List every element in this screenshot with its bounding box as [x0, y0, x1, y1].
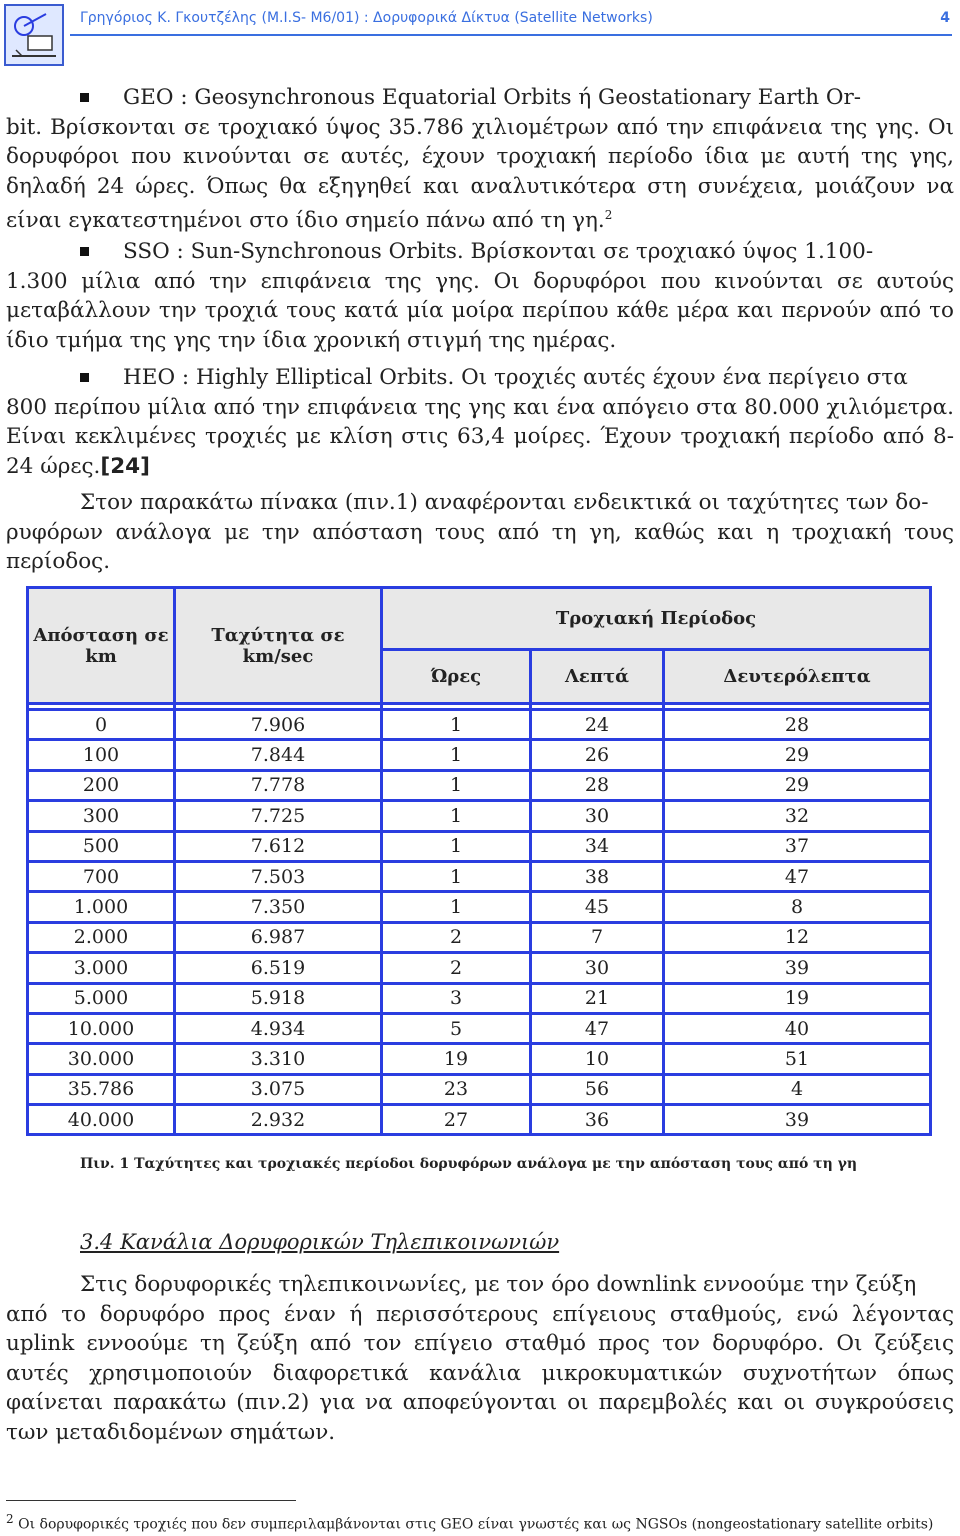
table-cell: 5.918	[175, 983, 382, 1013]
table-cell: 26	[531, 740, 664, 770]
satellite-logo-icon	[4, 4, 64, 66]
table-cell: 500	[28, 831, 175, 861]
table-row	[28, 1044, 931, 1074]
header-divider	[70, 34, 952, 36]
table-cell: 3.075	[175, 1074, 382, 1104]
table-row	[28, 1074, 931, 1104]
bullet-square-icon	[80, 247, 89, 256]
table-row	[28, 770, 931, 800]
table-cell: 34	[531, 831, 664, 861]
table-cell: 7.612	[175, 831, 382, 861]
sso-lead: SSO : Sun-Synchronous Orbits. Βρίσκονται σε τροχιακό ύψος 1.100-	[123, 239, 874, 264]
table-cell: 4.934	[175, 1013, 382, 1043]
table-cell: 2.000	[28, 922, 175, 952]
table-cell: 39	[664, 1105, 931, 1135]
footnote-text: Οι δορυφορικές τροχιές που δεν συμπεριλαμβάνονται στις GEO είναι γνωστές και ως NGSOs (nongeostationary satellite orbits)	[18, 1516, 934, 1533]
table-cell: 3	[382, 983, 531, 1013]
heo-lead: HEO : Highly Elliptical Orbits. Οι τροχιές αυτές έχουν ένα περίγειο στα	[123, 365, 908, 390]
table-cell: 30.000	[28, 1044, 175, 1074]
table-cell: 56	[531, 1074, 664, 1104]
table-cell: 29	[664, 770, 931, 800]
table-cell: 300	[28, 801, 175, 831]
table-cell: 200	[28, 770, 175, 800]
table-cell: 3.310	[175, 1044, 382, 1074]
header-title: Γρηγόριος Κ. Γκουτζέλης (Μ.Ι.S- Μ6/01) : Δορυφορικά Δίκτυα (Satellite Networks)	[80, 10, 653, 26]
col-minutes: Λεπτά	[531, 650, 664, 704]
table-cell: 12	[664, 922, 931, 952]
table-cell: 19	[382, 1044, 531, 1074]
heo-text: 800 περίπου μίλια από την επιφάνεια της γης και ένα απόγειο στα 80.000 χιλιόμετρα. Είναι κεκλιμένες τροχιές με κλίση στις 63,4 μοίρες. Έχουν τροχιακή περίοδο από 8-24 ώρες.	[6, 394, 954, 479]
intro-text: ρυφόρων ανάλογα με την απόσταση τους από τη γη, καθώς και η τροχιακή τους περίοδος.	[6, 519, 954, 574]
table-cell: 35.786	[28, 1074, 175, 1104]
section-paragraph	[6, 1270, 954, 1447]
table-row	[28, 922, 931, 952]
table-cell: 1	[382, 801, 531, 831]
col-distance: Απόσταση σε km	[28, 588, 175, 704]
table-cell: 29	[664, 740, 931, 770]
table-cell: 1.000	[28, 892, 175, 922]
section-text: από το δορυφόρο προς έναν ή περισσότερους επίγειους σταθμούς, ενώ λέγοντας uplink εννοούμε τη ζεύξη από τον επίγειο σταθμό προς τον δορυφόρο. Οι ζεύξεις αυτές χρησιμοποιούν διαφορετικά κανάλια μικροκυματικών συχνοτήτων όπως φαίνεται παρακάτω (πιν.2) για να αποφεύγονται οι παρεμβολές και οι συγκρούσεις των μεταδιδομένων σημάτων.	[6, 1301, 954, 1445]
table-cell: 10	[531, 1044, 664, 1074]
footnote-divider	[6, 1500, 296, 1501]
section-title: 3.4 Κανάλια Δορυφορικών Τηλεπικοινωνιών	[80, 1230, 560, 1254]
table-row	[28, 1013, 931, 1043]
table-cell: 0	[28, 710, 175, 740]
table-row	[28, 831, 931, 861]
footnote-mark: 2	[6, 1512, 14, 1526]
table-cell: 27	[382, 1105, 531, 1135]
table-cell: 19	[664, 983, 931, 1013]
table-cell: 1	[382, 861, 531, 891]
footnote	[6, 1512, 933, 1533]
table-cell: 1	[382, 770, 531, 800]
table-row	[28, 983, 931, 1013]
table-cell: 5.000	[28, 983, 175, 1013]
table-cell: 51	[664, 1044, 931, 1074]
table-cell: 45	[531, 892, 664, 922]
geo-text: bit. Βρίσκονται σε τροχιακό ύψος 35.786 χιλιομέτρων από την επιφάνεια της γης. Οι δορυφόροι που κινούνται σε αυτές, έχουν τροχιακή περίοδο ίδια με αυτή της γης, δηλαδή 24 ώρες. Όπως θα εξηγηθεί και αναλυτικότερα στη συνέχεια, μοιάζουν να είναι εγκατεστημένοι στο ίδιο σημείο πάνω από τη γη.	[6, 114, 954, 234]
table-cell: 7	[531, 922, 664, 952]
footnote-ref[interactable]: 2	[604, 208, 613, 222]
bullet-heo	[6, 363, 954, 481]
table-cell: 2.932	[175, 1105, 382, 1135]
table-cell: 5	[382, 1013, 531, 1043]
col-hours: Ώρες	[382, 650, 531, 704]
table-row	[28, 892, 931, 922]
table-cell: 38	[531, 861, 664, 891]
table-cell: 32	[664, 801, 931, 831]
table-cell: 23	[382, 1074, 531, 1104]
table-row	[28, 710, 931, 740]
table-cell: 30	[531, 801, 664, 831]
table-cell: 7.906	[175, 710, 382, 740]
table-cell: 100	[28, 740, 175, 770]
table-cell: 21	[531, 983, 664, 1013]
page-header	[0, 0, 960, 70]
table-row	[28, 953, 931, 983]
bullet-square-icon	[80, 373, 89, 382]
table-cell: 28	[664, 710, 931, 740]
col-seconds: Δευτερόλεπτα	[664, 650, 931, 704]
orbit-speed-table	[26, 586, 932, 1136]
section-lead: Στις δορυφορικές τηλεπικοινωνίες, με τον όρο downlink εννοούμε την ζεύξη	[80, 1272, 917, 1297]
table-cell: 6.987	[175, 922, 382, 952]
bullet-square-icon	[80, 93, 89, 102]
table-row	[28, 861, 931, 891]
table-cell: 7.778	[175, 770, 382, 800]
table-cell: 7.725	[175, 801, 382, 831]
table-cell: 28	[531, 770, 664, 800]
table-cell: 36	[531, 1105, 664, 1135]
table-cell: 39	[664, 953, 931, 983]
geo-lead: GEO : Geosynchronous Equatorial Orbits ή Geostationary Earth Or-	[123, 85, 862, 110]
table-cell: 7.503	[175, 861, 382, 891]
table-cell: 1	[382, 892, 531, 922]
page-number: 4	[940, 10, 950, 26]
bullet-sso	[6, 237, 954, 355]
table-cell: 1	[382, 740, 531, 770]
col-speed: Ταχύτητα σε km/sec	[175, 588, 382, 704]
table-cell: 37	[664, 831, 931, 861]
table-cell: 30	[531, 953, 664, 983]
sso-text: 1.300 μίλια από την επιφάνεια της γης. Οι δορυφόροι που κινούνται σε αυτούς μεταβάλλουν την τροχιά τους κατά μία μοίρα περίπου κάθε μέρα και περνούν από το ίδιο τμήμα της γης την ίδια χρονική στιγμή της ημέρας.	[6, 268, 954, 353]
table-cell: 47	[531, 1013, 664, 1043]
table-cell: 1	[382, 831, 531, 861]
table-cell: 1	[382, 710, 531, 740]
table-row	[28, 740, 931, 770]
table-cell: 2	[382, 953, 531, 983]
table-cell: 2	[382, 922, 531, 952]
table-cell: 4	[664, 1074, 931, 1104]
table-cell: 24	[531, 710, 664, 740]
intro-lead: Στον παρακάτω πίνακα (πιν.1) αναφέρονται ενδεικτικά οι ταχύτητες των δο-	[80, 490, 929, 515]
table-cell: 3.000	[28, 953, 175, 983]
table-cell: 700	[28, 861, 175, 891]
table-cell: 10.000	[28, 1013, 175, 1043]
table-cell: 7.844	[175, 740, 382, 770]
table-caption: Πιν. 1 Ταχύτητες και τροχιακές περίοδοι δορυφόρων ανάλογα με την απόσταση τους από τη γη	[80, 1156, 858, 1172]
table-cell: 40.000	[28, 1105, 175, 1135]
table-cell: 47	[664, 861, 931, 891]
table-cell: 8	[664, 892, 931, 922]
intro-paragraph	[6, 488, 954, 577]
table-body	[28, 704, 931, 1135]
table-cell: 6.519	[175, 953, 382, 983]
table-cell: 7.350	[175, 892, 382, 922]
table-row	[28, 1105, 931, 1135]
col-period: Τροχιακή Περίοδος	[382, 588, 931, 650]
bullet-geo	[6, 83, 954, 236]
table-row	[28, 801, 931, 831]
table-cell: 40	[664, 1013, 931, 1043]
heo-reference[interactable]: [24]	[100, 453, 150, 479]
